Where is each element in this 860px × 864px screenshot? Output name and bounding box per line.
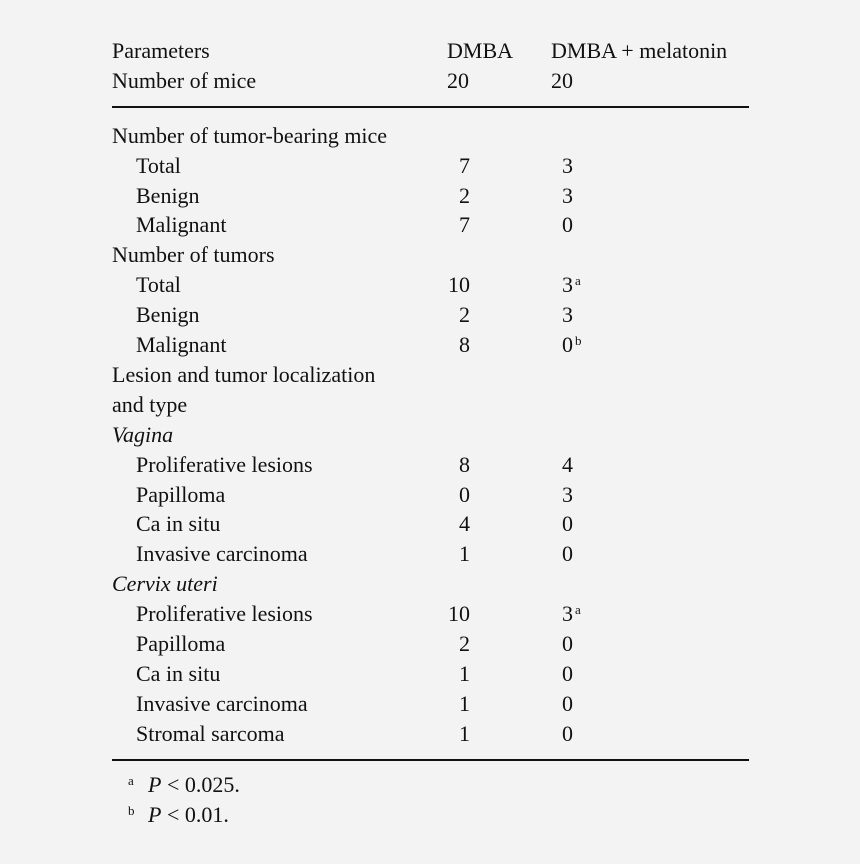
row-dmba-melatonin-value: 4: [562, 452, 573, 477]
footer-rule: [112, 759, 749, 761]
p-value-symbol: P: [148, 772, 162, 797]
row-label: Benign: [136, 302, 200, 327]
footnote-b-text: < 0.01.: [161, 802, 229, 827]
row-dmba-value: 4: [459, 511, 470, 536]
row-dmba-value: 1: [459, 691, 470, 716]
row-label: Benign: [136, 183, 200, 208]
row-dmba-melatonin-value: 0: [562, 721, 573, 746]
section-number-of-tumors: Number of tumors: [112, 242, 275, 267]
row-dmba-value: 8: [459, 452, 470, 477]
header-dmba-melatonin-column: DMBA + melatonin: [551, 38, 728, 63]
section-lesion-localization-cont: and type: [112, 392, 188, 417]
row-label: Proliferative lesions: [136, 601, 313, 626]
row-dmba-melatonin-value: 0: [562, 631, 573, 656]
row-label: Malignant: [136, 212, 227, 237]
row-dmba-value: 10: [448, 272, 470, 297]
row-dmba-value: 1: [459, 721, 470, 746]
row-dmba-value: 7: [459, 153, 470, 178]
footnote-marker: a: [575, 602, 581, 617]
row-dmba-melatonin-value: 0: [562, 541, 573, 566]
row-label: Total: [136, 153, 181, 178]
row-label: Invasive carcinoma: [136, 541, 308, 566]
row-dmba-melatonin-value: 3 $^a$: [562, 272, 581, 297]
row-label: Ca in situ: [136, 511, 221, 536]
header-number-of-mice-dmba: 20: [447, 68, 469, 93]
row-dmba-melatonin-value: 3: [562, 302, 573, 327]
row-dmba-melatonin-value: 0: [562, 212, 573, 237]
section-lesion-localization: Lesion and tumor localization: [112, 362, 376, 387]
row-dmba-melatonin-value: 3: [562, 482, 573, 507]
row-dmba-melatonin-value: 0: [562, 661, 573, 686]
row-dmba-melatonin-value: 0: [562, 691, 573, 716]
header-rule: [112, 106, 749, 108]
row-dmba-melatonin-value: 0 $^b$: [562, 332, 582, 357]
section-tumor-bearing-mice: Number of tumor-bearing mice: [112, 123, 388, 148]
footnote-b: [128, 800, 229, 830]
header-dmba-column: DMBA: [447, 38, 514, 63]
p-value-symbol: P: [148, 802, 162, 827]
row-dmba-value: 8: [459, 332, 470, 357]
row-label: Papilloma: [136, 482, 226, 507]
row-dmba-value: 1: [459, 661, 470, 686]
row-dmba-melatonin-value: 3 $^a$: [562, 601, 581, 626]
footnote-a-text: < 0.025.: [161, 772, 240, 797]
row-label: Invasive carcinoma: [136, 691, 308, 716]
row-dmba-melatonin-value: 0: [562, 511, 573, 536]
row-label: Total: [136, 272, 181, 297]
row-dmba-value: 2: [459, 183, 470, 208]
row-label: Proliferative lesions: [136, 452, 313, 477]
row-label: Malignant: [136, 332, 227, 357]
row-dmba-value: 7: [459, 212, 470, 237]
row-dmba-melatonin-value: 3: [562, 183, 573, 208]
footnote-marker: b: [575, 333, 582, 348]
header-number-of-mice-dmba-melatonin: 20: [551, 68, 573, 93]
row-label: Ca in situ: [136, 661, 221, 686]
row-dmba-value: 10: [448, 601, 470, 626]
row-dmba-melatonin-value: 3: [562, 153, 573, 178]
row-label: Stromal sarcoma: [136, 721, 285, 746]
row-label: Papilloma: [136, 631, 226, 656]
row-dmba-value: 2: [459, 302, 470, 327]
row-dmba-value: 0: [459, 482, 470, 507]
header-parameters-label: Parameters: [112, 38, 210, 63]
row-dmba-value: 1: [459, 541, 470, 566]
footnote-a-marker: a: [128, 773, 134, 788]
footnote-marker: a: [575, 273, 581, 288]
subsection-vagina: Vagina: [112, 422, 174, 447]
footnote-b-marker: b: [128, 803, 135, 818]
header-number-of-mice-label: Number of mice: [112, 68, 257, 93]
row-dmba-value: 2: [459, 631, 470, 656]
subsection-cervix-uteri: Cervix uteri: [112, 571, 218, 596]
